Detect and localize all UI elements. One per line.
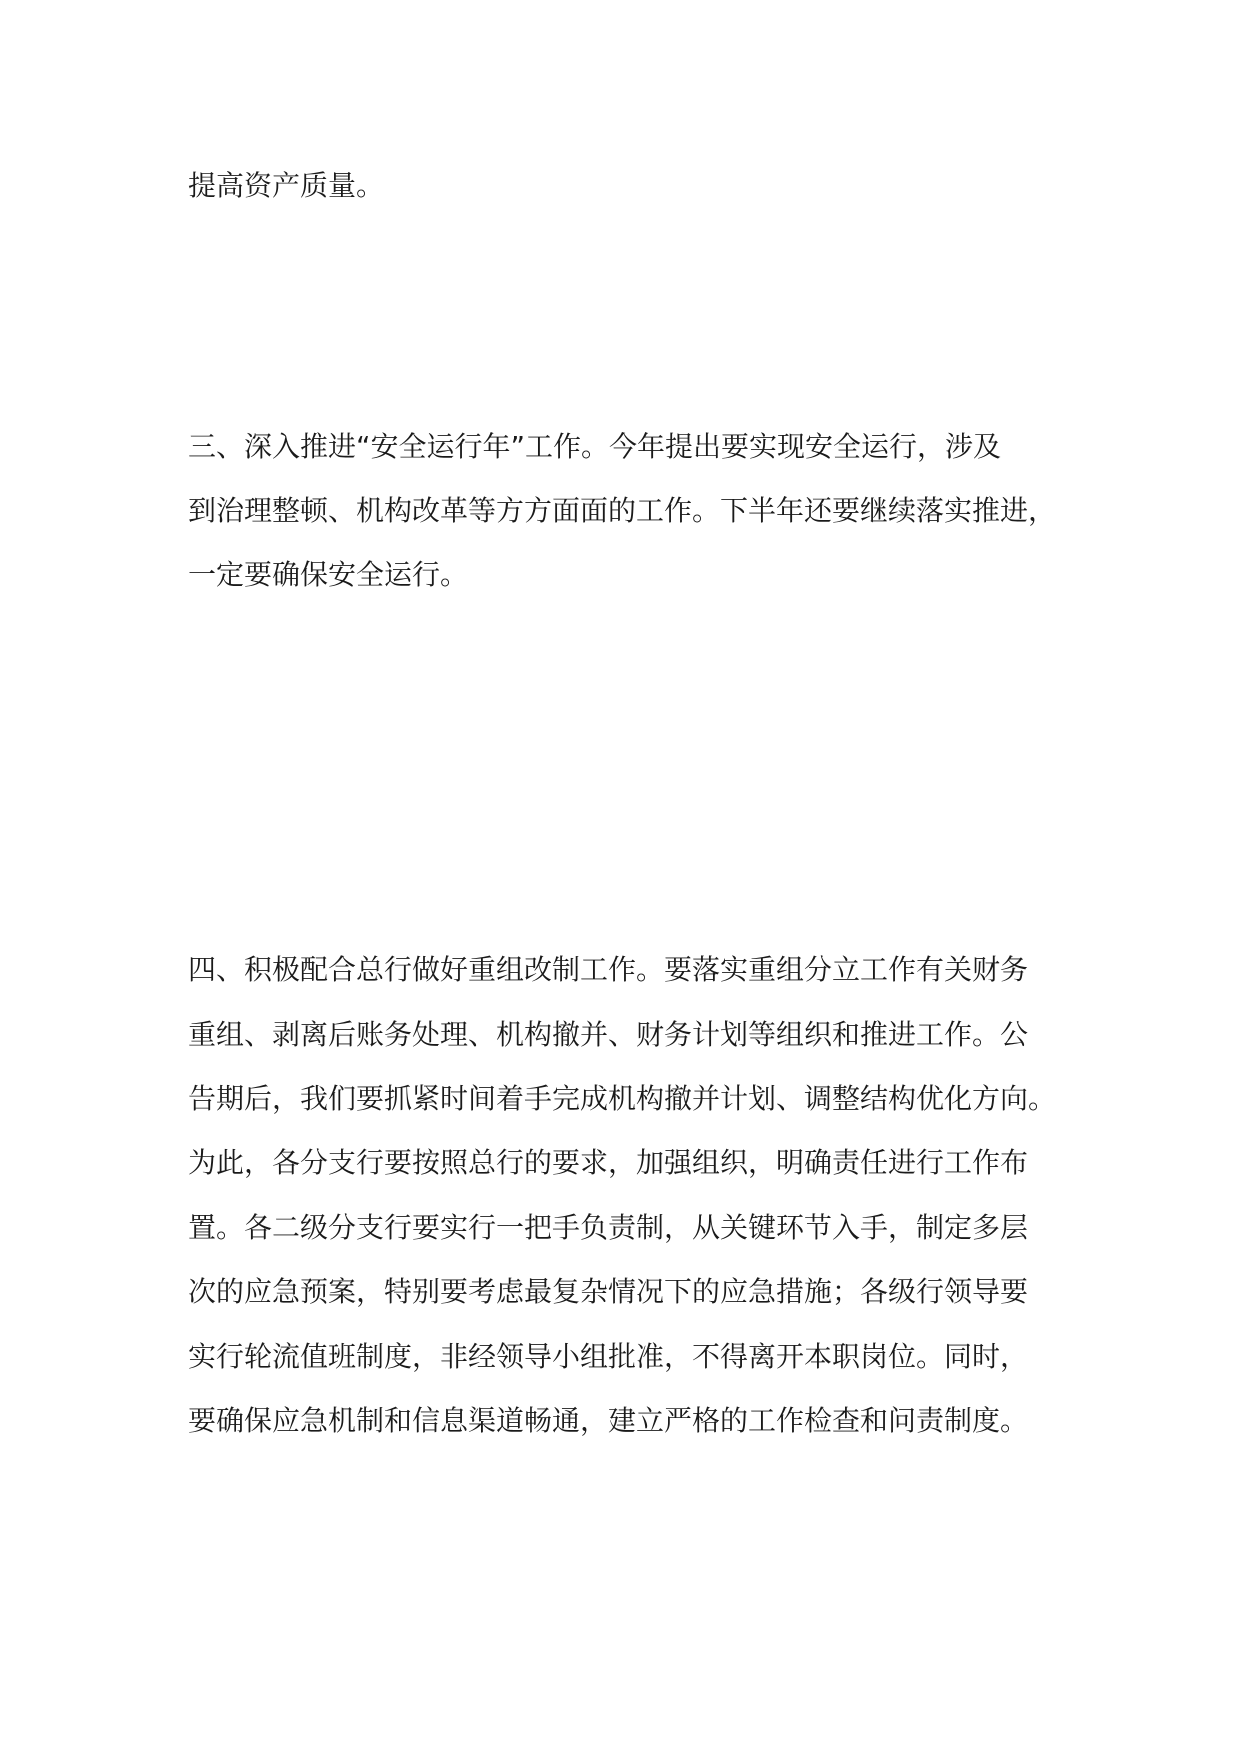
text-line: 一定要确保安全运行。 [188, 558, 469, 591]
text-line: 次的应急预案，特别要考虑最复杂情况下的应急措施；各级行领导要 [188, 1275, 1029, 1308]
text-line: 告期后，我们要抓紧时间着手完成机构撤并计划、调整结构优化方向。 [188, 1082, 1057, 1115]
text-line: 要确保应急机制和信息渠道畅通，建立严格的工作检查和问责制度。 [188, 1404, 1029, 1437]
text-line: 到治理整顿、机构改革等方方面面的工作。下半年还要继续落实推进， [188, 494, 1057, 527]
text-line: 为此，各分支行要按照总行的要求，加强组织，明确责任进行工作布 [188, 1146, 1029, 1179]
text-line: 实行轮流值班制度，非经领导小组批准，不得离开本职岗位。同时， [188, 1340, 1029, 1373]
text-line: 三、深入推进“安全运行年”工作。今年提出要实现安全运行，涉及 [188, 430, 1002, 463]
text-line: 重组、剥离后账务处理、机构撤并、财务计划等组织和推进工作。公 [188, 1018, 1029, 1051]
text-line: 四、积极配合总行做好重组改制工作。要落实重组分立工作有关财务 [188, 953, 1029, 986]
text-line: 提高资产质量。 [188, 169, 385, 202]
text-line: 置。各二级分支行要实行一把手负责制，从关键环节入手，制定多层 [188, 1211, 1029, 1244]
